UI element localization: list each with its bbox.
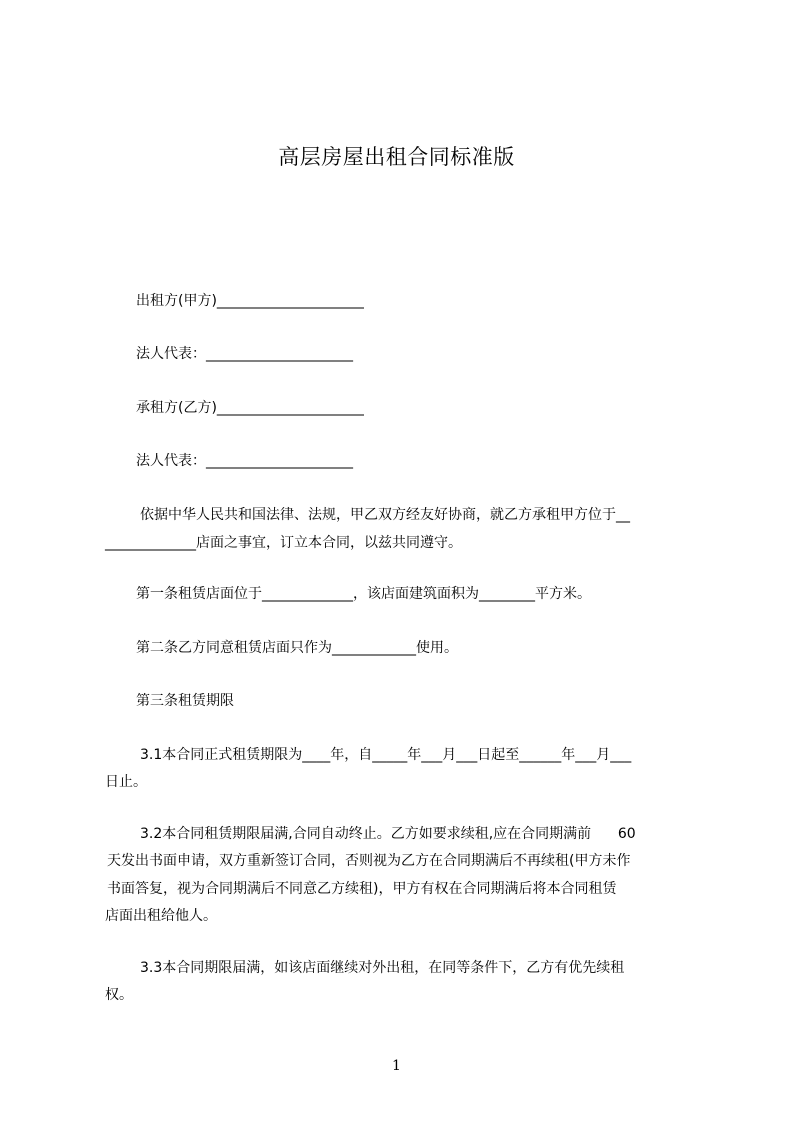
clause-3-3-line-1: 3.3本合同期限届满，如该店面继续对外出租，在同等条件下，乙方有优先续租 xyxy=(140,960,625,976)
article-1: 第一条租赁店面位于_____________，该店面建筑面积为________平方米。 xyxy=(136,586,591,602)
party-a-line: 出租方(甲方)_____________________ xyxy=(136,293,364,309)
document-title: 高层房屋出租合同标准版 xyxy=(278,145,515,169)
clause-3-2-line-3: 书面答复，视为合同期满后不同意乙方续租)，甲方有权在合同期满后将本合同租赁 xyxy=(107,881,617,897)
article-2: 第二条乙方同意租赁店面只作为____________使用。 xyxy=(136,640,458,656)
preamble-line-2: _____________店面之事宜，订立本合同，以兹共同遵守。 xyxy=(105,535,462,551)
clause-3-3-line-2: 权。 xyxy=(105,987,133,1003)
clause-3-2-line-4: 店面出租给他人。 xyxy=(105,908,217,924)
preamble-line-1: 依据中华人民共和国法律、法规，甲乙双方经友好协商，就乙方承租甲方位于__ xyxy=(140,507,630,523)
party-b-line: 承租方(乙方)_____________________ xyxy=(136,400,364,416)
party-b-representative-line: 法人代表：_____________________ xyxy=(136,453,353,469)
clause-3-2-line-1: 3.2本合同租赁期限届满,合同自动终止。乙方如要求续租,应在合同期满前 60 xyxy=(140,826,636,842)
clause-3-2-line-2: 天发出书面申请，双方重新签订合同，否则视为乙方在合同期满后不再续租(甲方未作 xyxy=(107,853,631,869)
party-a-representative-line: 法人代表：_____________________ xyxy=(136,346,353,362)
article-3-heading: 第三条租赁期限 xyxy=(136,693,234,709)
page-number: 1 xyxy=(392,1058,401,1074)
clause-3-1-line-2: 日止。 xyxy=(105,774,147,790)
clause-3-1-line-1: 3.1本合同正式租赁期限为____年，自_____年___月___日起至______年___月___ xyxy=(140,747,632,763)
